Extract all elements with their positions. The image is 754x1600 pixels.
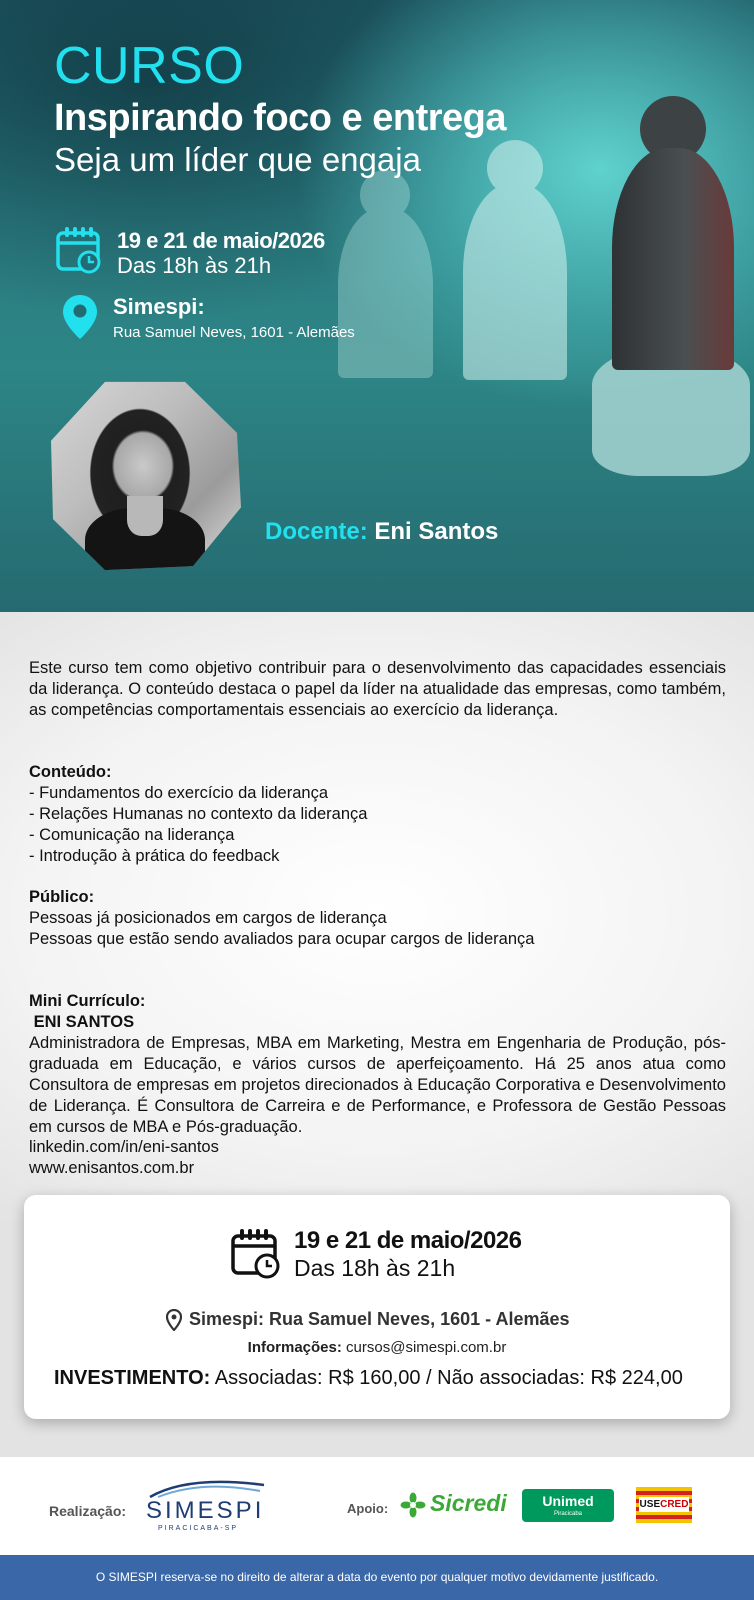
course-title: Inspirando foco e entrega xyxy=(54,97,507,139)
instructor-label: Docente: xyxy=(265,518,368,545)
contact-info xyxy=(24,1339,730,1356)
event-date: 19 e 21 de maio/2026 xyxy=(117,228,325,253)
contact-label: Informações: xyxy=(247,1339,342,1356)
usecred-name: USECRED xyxy=(639,1499,689,1510)
location-name: Simespi: xyxy=(113,294,205,319)
disclaimer-bar: O SIMESPI reserva-se no direito de alterar a data do evento por qualquer motivo devidamente justificado. xyxy=(0,1555,754,1600)
unimed-name: Unimed xyxy=(542,1493,594,1509)
organizer-label: Realização: xyxy=(49,1503,127,1519)
pricing-line xyxy=(54,1367,714,1390)
contact-email[interactable]: cursos@simespi.com.br xyxy=(346,1339,507,1356)
card-event-time: Das 18h às 21h xyxy=(294,1255,456,1281)
content-item: - Fundamentos do exercício da liderança xyxy=(29,784,328,802)
audience-item: Pessoas já posicionados em cargos de liderança xyxy=(29,909,387,927)
card-event-date: 19 e 21 de maio/2026 xyxy=(294,1227,522,1254)
pawn-figure-middle xyxy=(455,140,575,380)
location-address: Rua Samuel Neves, 1601 - Alemães xyxy=(113,324,355,341)
location-pin-icon xyxy=(62,294,98,340)
resume-name: ENI SANTOS xyxy=(29,1013,135,1031)
hero-banner xyxy=(0,0,754,612)
course-label: CURSO xyxy=(54,37,245,95)
audience-item: Pessoas que estão sendo avaliados para ocupar cargos de liderança xyxy=(29,930,535,948)
simespi-logo xyxy=(140,1475,270,1535)
content-item: - Introdução à prática do feedback xyxy=(29,847,280,865)
support-label: Apoio: xyxy=(347,1501,389,1516)
content-item: - Comunicação na liderança xyxy=(29,826,235,844)
audience-heading: Público: xyxy=(29,888,95,906)
usecred-logo xyxy=(636,1487,692,1523)
unimed-subtitle: Piracicaba xyxy=(553,1511,582,1517)
pricing-values: Associadas: R$ 160,00 / Não associadas: R$ 224,00 xyxy=(214,1367,683,1389)
calendar-icon xyxy=(56,225,102,275)
card-location: Simespi: Rua Samuel Neves, 1601 - Alemães xyxy=(189,1309,570,1329)
linkedin-link[interactable]: linkedin.com/in/eni-santos xyxy=(29,1138,219,1156)
event-info-card xyxy=(24,1195,730,1419)
pawn-figure-left xyxy=(330,170,440,380)
resume-heading: Mini Currículo: xyxy=(29,992,146,1010)
pawn-figure-leader xyxy=(592,96,752,476)
unimed-logo xyxy=(522,1489,614,1522)
simespi-subtitle: PIRACICABA-SP xyxy=(158,1525,239,1532)
simespi-name: SIMESPI xyxy=(146,1497,265,1524)
sicredi-name: Sicredi xyxy=(430,1490,507,1516)
location-pin-icon xyxy=(166,1309,182,1331)
course-subtitle: Seja um líder que engaja xyxy=(54,141,421,178)
sicredi-flower-icon xyxy=(400,1492,426,1518)
pricing-label: INVESTIMENTO: xyxy=(54,1367,211,1389)
instructor-photo xyxy=(45,378,245,574)
course-intro: Este curso tem como objetivo contribuir para o desenvolvimento das capacidades essenciais da liderança. O conteúdo destaca o papel da líder na atualidade das empresas, como também, as competências comportamentais essenciais ao exercício da liderança. xyxy=(29,659,726,719)
instructor-name: Eni Santos xyxy=(374,518,499,545)
website-link[interactable]: www.enisantos.com.br xyxy=(29,1159,195,1177)
content-item: - Relações Humanas no contexto da liderança xyxy=(29,805,368,823)
instructor-line xyxy=(265,518,498,546)
calendar-icon xyxy=(231,1227,281,1279)
simespi-swoosh-icon xyxy=(148,1477,266,1499)
content-heading: Conteúdo: xyxy=(29,763,112,781)
resume-text: Administradora de Empresas, MBA em Marketing, Mestra em Engenharia de Produção, pós-graduada em Educação, e vários cursos de aperfeiçoamento. Há 25 anos atua como Consultora de empresas em projetos direcionados à Educação Corporativa e Desenvolvimento de Liderança. É Consultora de Carreira e de Performance, e Professora de Gestão Pessoas em cursos de MBA e Pós-graduação. xyxy=(29,1034,726,1136)
sponsor-logos xyxy=(0,1457,754,1555)
event-time: Das 18h às 21h xyxy=(117,253,272,278)
